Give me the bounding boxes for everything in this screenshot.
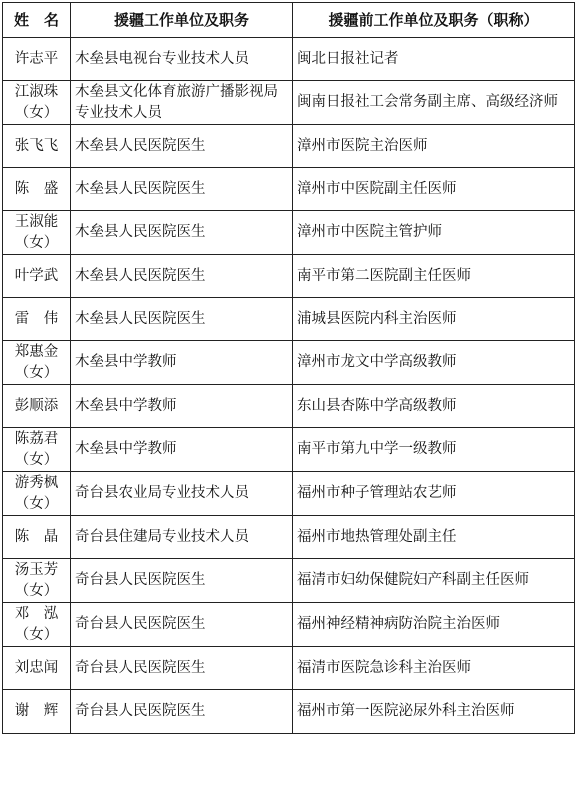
post-cell: 木垒县中学教师 bbox=[71, 385, 293, 428]
post-cell: 奇台县农业局专业技术人员 bbox=[71, 472, 293, 516]
table-row bbox=[3, 38, 575, 81]
previous-cell: 福州市种子管理站农艺师 bbox=[293, 472, 575, 516]
person-name: 汤玉芳 bbox=[14, 561, 59, 578]
name-cell bbox=[3, 472, 71, 516]
person-gender: （女） bbox=[14, 364, 59, 381]
post-cell: 木垒县中学教师 bbox=[71, 428, 293, 472]
name-cell bbox=[3, 690, 71, 734]
table-row bbox=[3, 690, 575, 734]
table-row bbox=[3, 298, 575, 341]
post-cell: 木垒县人民医院医生 bbox=[71, 211, 293, 255]
name-cell bbox=[3, 168, 71, 211]
name-cell bbox=[3, 298, 71, 341]
table-row bbox=[3, 211, 575, 255]
table-row bbox=[3, 428, 575, 472]
person-gender: （女） bbox=[14, 104, 59, 121]
person-name: 雷 伟 bbox=[14, 310, 59, 327]
table-row bbox=[3, 341, 575, 385]
person-gender: （女） bbox=[14, 626, 59, 643]
name-cell bbox=[3, 38, 71, 81]
post-cell: 木垒县人民医院医生 bbox=[71, 168, 293, 211]
post-cell: 木垒县人民医院医生 bbox=[71, 298, 293, 341]
person-name: 游秀枫 bbox=[14, 474, 59, 491]
person-name: 叶学武 bbox=[14, 267, 59, 284]
previous-cell: 福州市第一医院泌尿外科主治医师 bbox=[293, 690, 575, 734]
table-row bbox=[3, 168, 575, 211]
name-cell bbox=[3, 385, 71, 428]
name-cell bbox=[3, 559, 71, 603]
post-cell: 木垒县人民医院医生 bbox=[71, 255, 293, 298]
name-cell bbox=[3, 516, 71, 559]
person-gender: （女） bbox=[14, 495, 59, 512]
person-name: 陈荔君 bbox=[14, 430, 59, 447]
person-name: 彭顺添 bbox=[14, 397, 59, 414]
post-cell: 木垒县人民医院医生 bbox=[71, 125, 293, 168]
table-row bbox=[3, 385, 575, 428]
person-name: 郑惠金 bbox=[14, 343, 59, 360]
post-cell: 奇台县人民医院医生 bbox=[71, 603, 293, 647]
previous-cell: 闽南日报社工会常务副主席、高级经济师 bbox=[293, 81, 575, 125]
previous-cell: 漳州市龙文中学高级教师 bbox=[293, 341, 575, 385]
table-row bbox=[3, 647, 575, 690]
table-body bbox=[3, 38, 575, 734]
person-gender: （女） bbox=[14, 451, 59, 468]
table-row bbox=[3, 516, 575, 559]
name-cell bbox=[3, 603, 71, 647]
previous-cell: 福清市妇幼保健院妇产科副主任医师 bbox=[293, 559, 575, 603]
post-cell: 奇台县人民医院医生 bbox=[71, 690, 293, 734]
person-name: 邓 泓 bbox=[14, 605, 59, 622]
person-name: 张飞飞 bbox=[14, 137, 59, 154]
post-cell: 奇台县人民医院医生 bbox=[71, 647, 293, 690]
header-post: 援疆工作单位及职务 bbox=[71, 3, 293, 38]
personnel-table bbox=[2, 2, 575, 734]
previous-cell: 漳州市医院主治医师 bbox=[293, 125, 575, 168]
previous-cell: 浦城县医院内科主治医师 bbox=[293, 298, 575, 341]
table-row bbox=[3, 125, 575, 168]
name-cell bbox=[3, 647, 71, 690]
header-previous: 援疆前工作单位及职务（职称） bbox=[293, 3, 575, 38]
previous-cell: 漳州市中医院主管护师 bbox=[293, 211, 575, 255]
table-row bbox=[3, 472, 575, 516]
person-name: 刘忠闻 bbox=[14, 659, 59, 676]
name-cell bbox=[3, 255, 71, 298]
table-row bbox=[3, 559, 575, 603]
person-name: 许志平 bbox=[14, 50, 59, 67]
header-name: 姓 名 bbox=[3, 3, 71, 38]
person-gender: （女） bbox=[14, 582, 59, 599]
person-name: 王淑能 bbox=[14, 213, 59, 230]
previous-cell: 福清市医院急诊科主治医师 bbox=[293, 647, 575, 690]
header-row bbox=[3, 3, 575, 38]
table-row bbox=[3, 81, 575, 125]
previous-cell: 南平市第九中学一级教师 bbox=[293, 428, 575, 472]
name-cell bbox=[3, 125, 71, 168]
person-name: 谢 辉 bbox=[14, 703, 59, 719]
previous-cell: 南平市第二医院副主任医师 bbox=[293, 255, 575, 298]
person-name: 陈 晶 bbox=[14, 528, 59, 545]
post-cell: 木垒县电视台专业技术人员 bbox=[71, 38, 293, 81]
name-cell bbox=[3, 428, 71, 472]
name-cell bbox=[3, 81, 71, 125]
person-name: 江淑珠 bbox=[14, 83, 59, 100]
person-name: 陈 盛 bbox=[14, 180, 59, 197]
name-cell bbox=[3, 341, 71, 385]
name-cell bbox=[3, 211, 71, 255]
post-cell: 奇台县人民医院医生 bbox=[71, 559, 293, 603]
table-row bbox=[3, 255, 575, 298]
table-row bbox=[3, 603, 575, 647]
previous-cell: 闽北日报社记者 bbox=[293, 38, 575, 81]
post-cell: 奇台县住建局专业技术人员 bbox=[71, 516, 293, 559]
previous-cell: 福州神经精神病防治院主治医师 bbox=[293, 603, 575, 647]
person-gender: （女） bbox=[14, 234, 59, 251]
post-cell: 木垒县文化体育旅游广播影视局专业技术人员 bbox=[71, 81, 293, 125]
previous-cell: 福州市地热管理处副主任 bbox=[293, 516, 575, 559]
post-cell: 木垒县中学教师 bbox=[71, 341, 293, 385]
previous-cell: 东山县杏陈中学高级教师 bbox=[293, 385, 575, 428]
previous-cell: 漳州市中医院副主任医师 bbox=[293, 168, 575, 211]
